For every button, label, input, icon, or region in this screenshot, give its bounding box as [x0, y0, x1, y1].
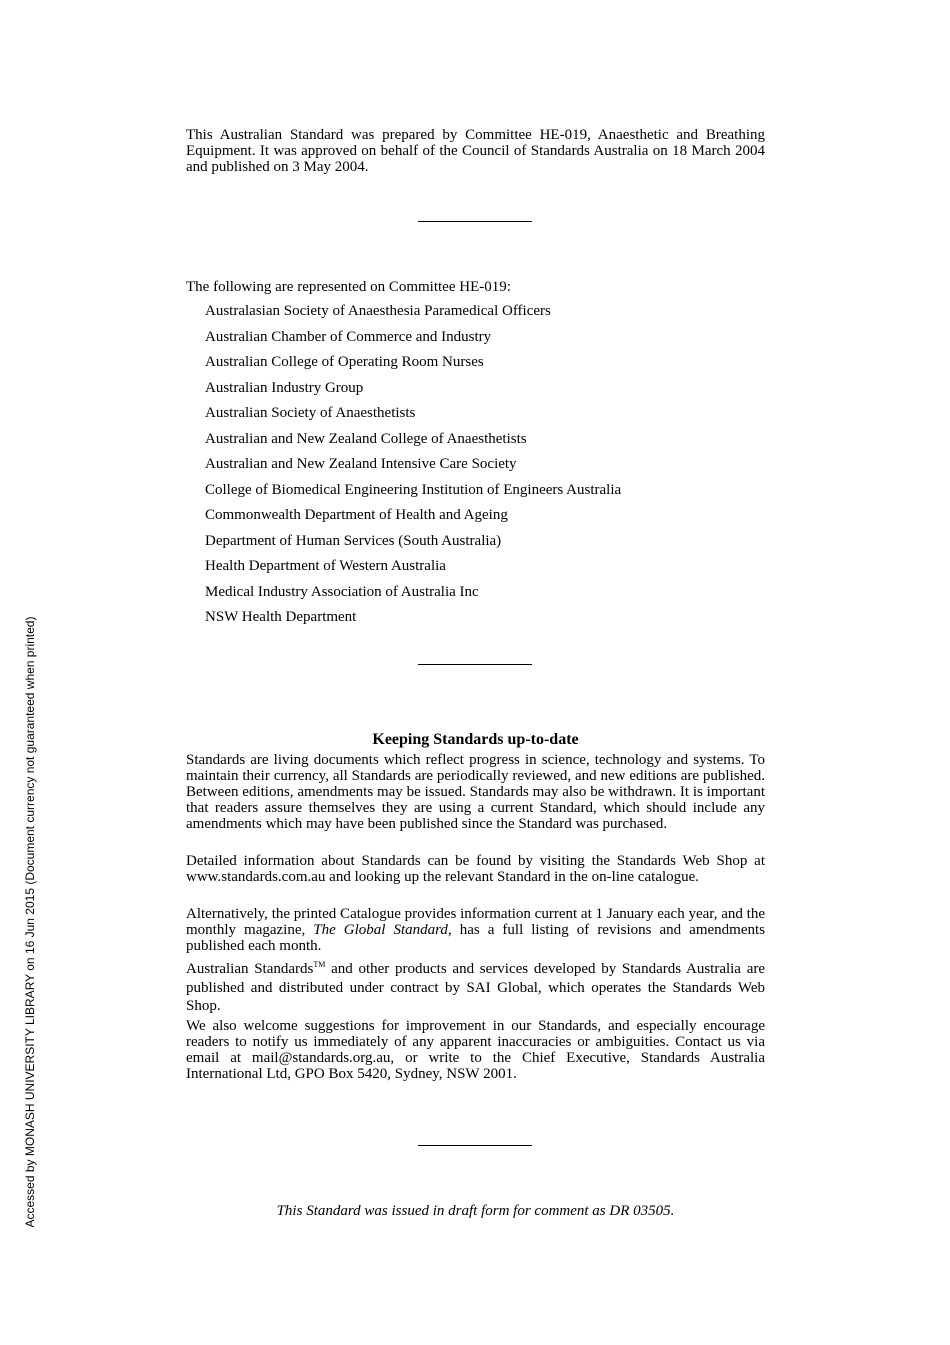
list-item: NSW Health Department	[205, 609, 357, 625]
draft-comment-note: This Standard was issued in draft form for comment as DR 03505.	[276, 1203, 675, 1219]
list-item: Health Department of Western Australia	[205, 558, 446, 574]
paragraph-catalogue-text-end: , has a full listing of revisions and amendments published each month.	[186, 922, 765, 954]
access-watermark-text: Accessed by MONASH UNIVERSITY LIBRARY on 16 Jun 2015 (Document currency not guaranteed when printed)	[23, 616, 37, 1228]
paragraph-suggestions: We also welcome suggestions for improvement in our Standards, and especially encourage readers to notify us immediately of any apparent inaccuracies or ambiguities. Contact us via email at mail@standards.org.au, or write to the Chief Executive, Standards Australia International Ltd, GPO Box 5420, Sydney, NSW 2001.	[186, 1018, 765, 1082]
divider-rule	[418, 221, 532, 222]
paragraph-catalogue-text: Alternatively, the printed Catalogue provides information current at 1 January each year, and the monthly magazine,	[186, 906, 765, 938]
committee-representatives-list	[205, 302, 621, 634]
list-item: Australian College of Operating Room Nurses	[205, 354, 484, 370]
list-item: College of Biomedical Engineering Institution of Engineers Australia	[205, 481, 622, 498]
paragraph-sai-global-text-end: and other products and services developed by Standards Australia are published and distributed under contract by SAI Global, which operates the Standards Web Shop.	[186, 961, 766, 1014]
divider-rule	[418, 664, 532, 665]
magazine-title: The Global Standard	[313, 922, 448, 938]
committee-representatives-intro: The following are represented on Committee HE-019:	[186, 279, 511, 295]
paragraph-living-documents: Standards are living documents which reflect progress in science, technology and systems. To maintain their currency, all Standards are periodically reviewed, and new editions are published. Between editions, amendments may be issued. Standards may also be withdrawn. It is important that readers assure themselves they are using a current Standard, which should include any amendments which may have been published since the Standard was purchased.	[186, 752, 765, 832]
list-item: Australian Industry Group	[205, 379, 364, 396]
paragraph-web-shop: Detailed information about Standards can be found by visiting the Standards Web Shop at www.standards.com.au and looking up the relevant Standard in the on-line catalogue.	[186, 853, 765, 885]
divider-rule	[418, 1145, 532, 1146]
trademark-mark: TM	[313, 960, 326, 969]
list-item: Commonwealth Department of Health and Ageing	[205, 507, 508, 523]
list-item: Australian Society of Anaesthetists	[205, 405, 416, 421]
paragraph-sai-global-text: Australian Standards	[186, 961, 314, 977]
paragraph-catalogue	[186, 906, 765, 954]
approval-statement: This Australian Standard was prepared by Committee HE-019, Anaesthetic and Breathing Equipment. It was approved on behalf of the Council of Standards Australia on 18 March 2004 and published on 3 May 2004.	[186, 127, 765, 175]
list-item: Australian and New Zealand College of Anaesthetists	[205, 430, 527, 447]
paragraph-sai-global	[186, 960, 765, 1016]
list-item: Australasian Society of Anaesthesia Paramedical Officers	[205, 303, 551, 319]
list-item: Department of Human Services (South Australia)	[205, 532, 502, 549]
list-item: Australian and New Zealand Intensive Care Society	[205, 456, 517, 472]
list-item: Australian Chamber of Commerce and Industry	[205, 328, 492, 345]
section-heading: Keeping Standards up-to-date	[372, 731, 579, 748]
list-item: Medical Industry Association of Australia Inc	[205, 583, 479, 600]
